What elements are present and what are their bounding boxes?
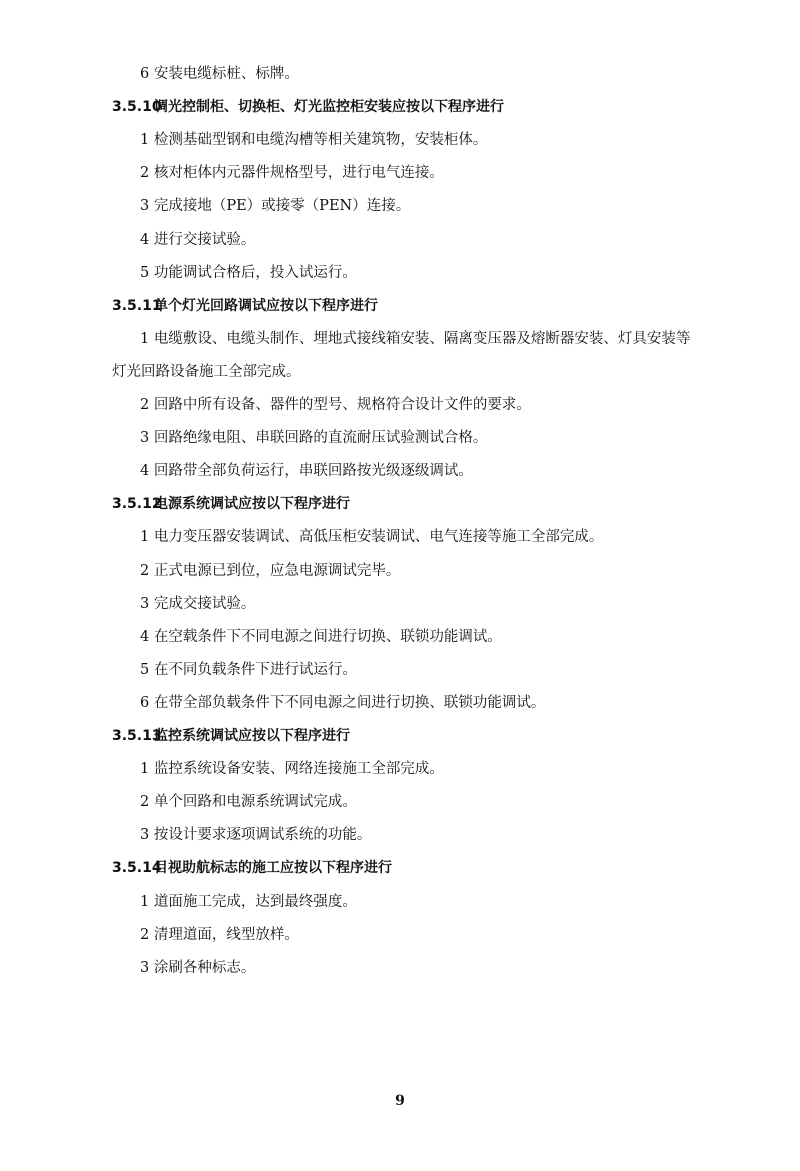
item-number: 1 [140, 330, 150, 347]
item-number: 1 [140, 761, 150, 778]
list-item [140, 958, 255, 978]
item-number: 2 [140, 165, 150, 182]
list-item [140, 594, 255, 614]
list-item [140, 759, 444, 779]
section-title: 电源系统调试应按以下程序进行 [154, 496, 350, 513]
section-title: 单个灯光回路调试应按以下程序进行 [154, 297, 378, 314]
section-heading [112, 726, 350, 746]
item-number: 5 [140, 264, 150, 281]
section-number: 3.5.13 [112, 728, 162, 744]
item-number: 2 [140, 794, 150, 811]
section-title: 目视助航标志的施工应按以下程序进行 [154, 860, 392, 877]
item-text: 安装电缆标桩、标牌。 [153, 66, 299, 82]
section-number: 3.5.11 [112, 297, 162, 314]
item-number: 2 [140, 397, 150, 413]
item-text: 回路绝缘电阻、串联回路的直流耐压试验测试合格。 [153, 430, 488, 447]
item-text: 电力变压器安装调试、高低压柜安装调试、电气连接等施工全部完成。 [153, 529, 604, 546]
item-text: 单个回路和电源系统调试完成。 [153, 794, 357, 811]
list-item [140, 196, 410, 216]
section-title: 调光控制柜、切换柜、灯光监控柜安装应按以下程序进行 [154, 99, 504, 116]
list-item [140, 693, 545, 713]
item-text: 清理道面，线型放样。 [153, 926, 299, 943]
item-text: 完成接地（PE）或接零（PEN）连接。 [153, 198, 411, 215]
item-number: 3 [140, 827, 150, 844]
item-text: 正式电源已到位，应急电源调试完毕。 [153, 562, 401, 579]
item-text: 回路带全部负荷运行，串联回路按光级逐级调试。 [153, 463, 473, 480]
item-number: 3 [140, 595, 150, 612]
section-heading [112, 97, 504, 117]
item-text: 进行交接试验。 [153, 231, 256, 248]
item-text: 核对柜体内元器件规格型号，进行电气连接。 [153, 165, 444, 182]
list-item [140, 892, 357, 912]
list-item [140, 329, 690, 349]
item-number: 1 [140, 529, 150, 546]
item-number: 4 [140, 463, 150, 480]
item-text: 道面施工完成，达到最终强度。 [153, 893, 357, 910]
item-number: 6 [140, 66, 150, 82]
item-number: 4 [140, 628, 150, 645]
item-number: 2 [140, 926, 150, 943]
item-number: 4 [140, 231, 150, 248]
list-item [140, 825, 371, 845]
section-heading [112, 296, 378, 316]
list-item [140, 561, 400, 581]
section-heading [112, 494, 350, 514]
item-text: 在不同负载条件下进行试运行。 [153, 661, 357, 678]
item-number: 3 [140, 430, 150, 447]
item-text: 完成交接试验。 [153, 595, 256, 612]
item-text: 回路中所有设备、器件的型号、规格符合设计文件的要求。 [153, 397, 531, 413]
list-item [140, 64, 299, 84]
list-item [140, 792, 357, 812]
list-item-continuation [112, 362, 301, 382]
list-item [140, 230, 255, 250]
list-item [140, 395, 531, 415]
item-text: 在空载条件下不同电源之间进行切换、联锁功能调试。 [153, 628, 502, 645]
item-text: 监控系统设备安装、网络连接施工全部完成。 [153, 761, 444, 778]
list-item [140, 163, 444, 183]
section-number: 3.5.10 [112, 99, 162, 116]
item-text: 功能调试合格后，投入试运行。 [153, 264, 357, 281]
page-number: 9 [395, 1093, 405, 1109]
item-text: 灯光回路设备施工全部完成。 [112, 363, 301, 380]
item-text: 涂刷各种标志。 [153, 959, 256, 976]
section-title: 监控系统调试应按以下程序进行 [154, 728, 350, 744]
list-item [140, 263, 357, 283]
item-number: 5 [140, 661, 150, 678]
item-number: 1 [140, 132, 150, 149]
list-item [140, 925, 299, 945]
item-number: 3 [140, 959, 150, 976]
list-item [140, 428, 487, 448]
list-item [140, 627, 502, 647]
item-number: 2 [140, 562, 150, 579]
list-item [140, 527, 603, 547]
item-text: 按设计要求逐项调试系统的功能。 [153, 827, 372, 844]
section-number: 3.5.14 [112, 860, 162, 877]
item-text: 检测基础型钢和电缆沟槽等相关建筑物，安装柜体。 [153, 132, 488, 149]
item-number: 1 [140, 893, 150, 910]
section-number: 3.5.12 [112, 496, 162, 513]
section-heading [112, 858, 392, 878]
list-item [140, 130, 487, 150]
item-number: 3 [140, 198, 150, 215]
item-text: 电缆敷设、电缆头制作、埋地式接线箱安装、隔离变压器及熔断器安装、灯具安装等 [153, 330, 691, 347]
list-item [140, 660, 357, 680]
list-item [140, 461, 473, 481]
item-number: 6 [140, 694, 150, 711]
item-text: 在带全部负载条件下不同电源之间进行切换、联锁功能调试。 [153, 694, 546, 711]
